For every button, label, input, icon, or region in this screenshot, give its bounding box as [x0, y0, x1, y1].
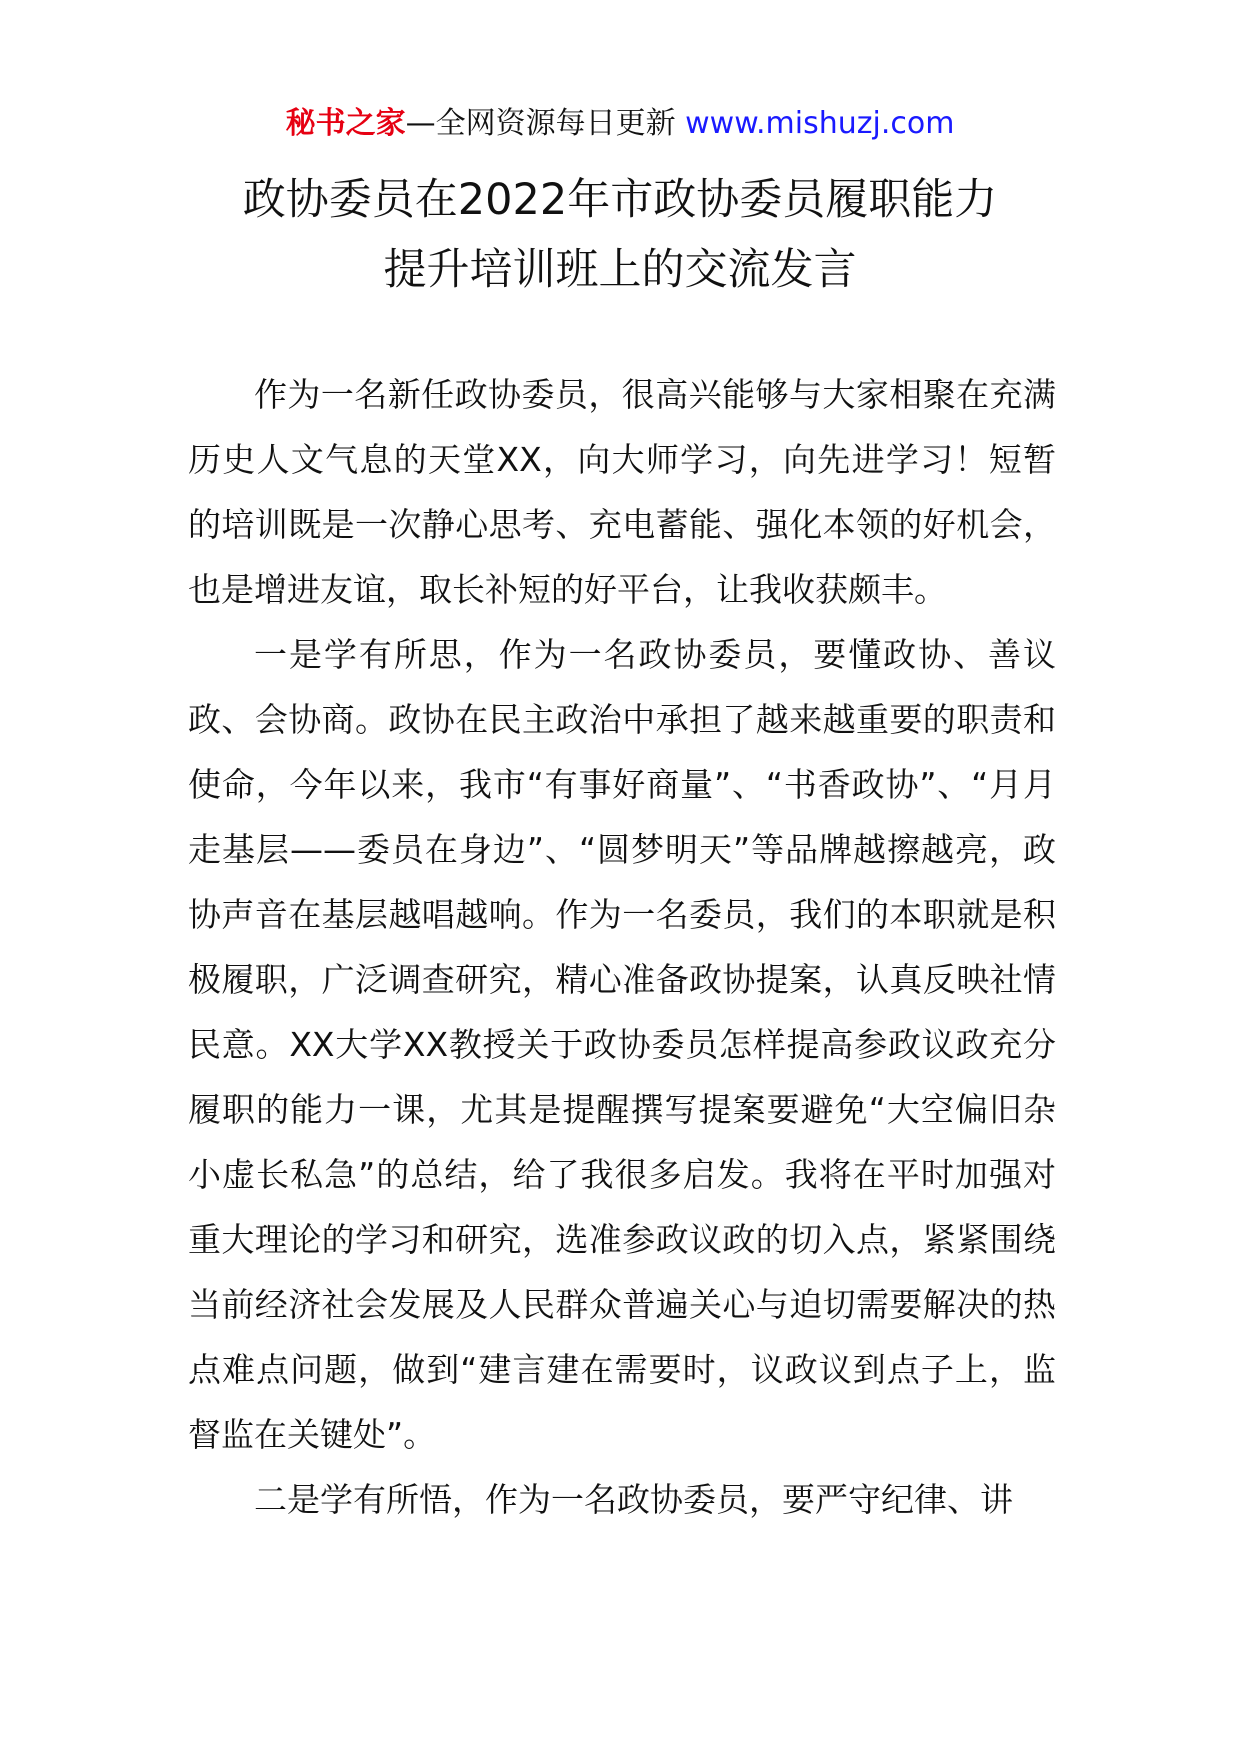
site-header [0, 104, 1240, 144]
paragraph-point-two: 二是学有所悟，作为一名政协委员，要严守纪律、讲 [254, 1480, 1013, 1519]
title-line-1: 政协委员在2022年市政协委员履职能力 [242, 175, 998, 225]
site-url-link[interactable]: www.mishuzj.com [685, 106, 955, 141]
site-slogan: —全网资源每日更新 [405, 106, 686, 141]
document-body [188, 362, 1056, 1532]
paragraph-point-one: 一是学有所思，作为一名政协委员，要懂政协、善议政、会协商。政协在民主政治中承担了越来越重要的职责和使命，今年以来，我市“有事好商量”、“书香政协”、“月月走基层——委员在身边”、“圆梦明天”等品牌越擦越亮，政协声音在基层越唱越响。作为一名委员，我们的本职就是积极履职，广泛调查研究，精心准备政协提案，认真反映社情民意。XX大学XX教授关于政协委员怎样提高参政议政充分履职的能力一课，尤其是提醒撰写提案要避免“大空偏旧杂小虚长私急”的总结，给了我很多启发。我将在平时加强对重大理论的学习和研究，选准参政议政的切入点，紧紧围绕当前经济社会发展及人民群众普遍关心与迫切需要解决的热点难点问题，做到“建言建在需要时，议政议到点子上，监督监在关键处”。 [188, 635, 1056, 1454]
site-brand: 秘书之家 [285, 106, 406, 141]
paragraph-intro: 作为一名新任政协委员，很高兴能够与大家相聚在充满历史人文气息的天堂XX，向大师学习，向先进学习！短暂的培训既是一次静心思考、充电蓄能、强化本领的好机会，也是增进友谊，取长补短的好平台，让我收获颇丰。 [188, 375, 1056, 609]
document-title [0, 165, 1240, 305]
title-line-2: 提升培训班上的交流发言 [383, 245, 857, 295]
